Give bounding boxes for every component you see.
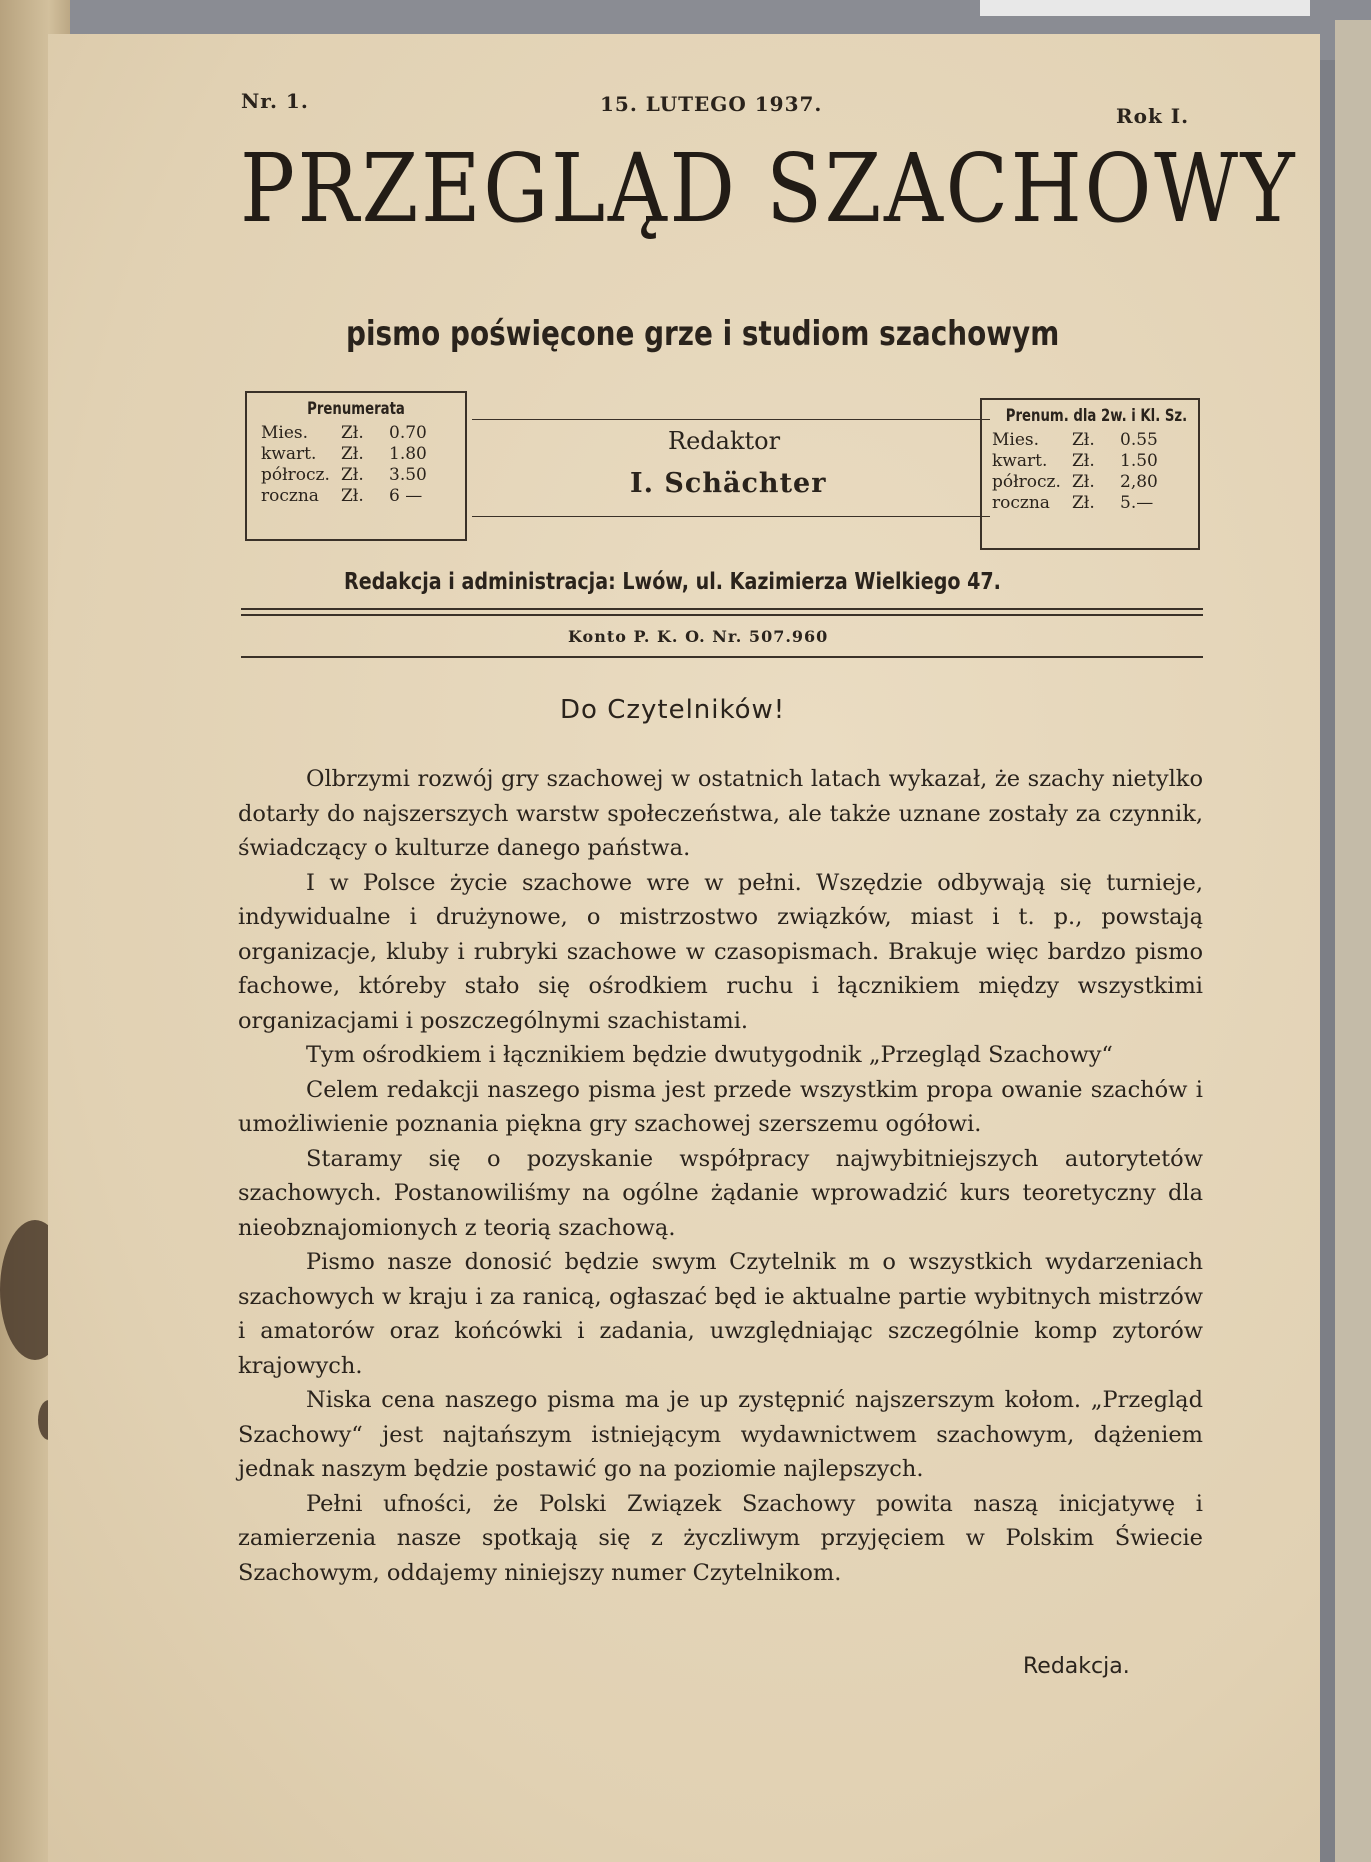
article-paragraph: Niska cena naszego pisma ma je up zystępnić najszerszym kołom. „Przegląd Szachowy“ jest najtańszym istniejącym wydawnictwem szachowym, dążeniem jednak naszym będzie postawić go na poziomie najlepszych. [238, 1387, 1203, 1482]
issue-number: Nr. 1. [241, 89, 309, 113]
subscription-box-left [245, 391, 467, 541]
magazine-page [48, 34, 1320, 1862]
masthead-title: PRZEGLĄD SZACHOWY [240, 134, 1298, 244]
price-row: półrocz. Zł. 3.50 [261, 465, 427, 485]
divider-line [241, 614, 1203, 616]
background-paper-sheet [980, 0, 1310, 16]
price-row: roczna Zł. 6 — [261, 486, 423, 506]
masthead-subtitle: pismo poświęcone grze i studiom szachowym [346, 314, 1060, 354]
issue-year: Rok I. [1116, 104, 1190, 128]
price-table [261, 423, 465, 507]
editorial-address: Redakcja i administracja: Lwów, ul. Kazimierza Wielkiego 47. [344, 569, 1001, 595]
divider-line [241, 656, 1203, 658]
article-body [238, 762, 1203, 1590]
divider-line [472, 419, 990, 420]
article-paragraph: Pełni ufności, że Polski Związek Szachowy powita naszą inicjatywę i zamierzenia nasze spotkają się z życzliwym przyjęciem w Polskim Świecie Szachowym, oddajemy niniejszy numer Czytelnikom. [238, 1490, 1203, 1586]
article-paragraph: Staramy się o pozyskanie współpracy najwybitniejszych autorytetów szachowych. Postanowiliśmy na ogólne żądanie wprowadzić kurs teoretyczny dla nieobznajomionych z teorią szachową. [238, 1145, 1203, 1241]
editor-name: I. Schächter [630, 468, 827, 499]
article-paragraph: Tym ośrodkiem i łącznikiem będzie dwutygodnik „Przegląd Szachowy“ [306, 1042, 1113, 1068]
subscription-title: Prenumerata [307, 399, 405, 419]
article-signature: Redakcja. [1023, 1654, 1130, 1679]
article-paragraph: Celem redakcji naszego pisma jest przede wszystkim propa owanie szachów i umożliwienie poznania piękna gry szachowej szerszemu ogółowi. [238, 1076, 1203, 1137]
price-row: Mies. Zł. 0.55 [992, 430, 1158, 450]
article-heading: Do Czytelników! [560, 695, 786, 725]
bank-account: Konto P. K. O. Nr. 507.960 [568, 627, 829, 646]
price-row: kwart. Zł. 1.50 [992, 451, 1158, 471]
price-row: roczna Zł. 5.— [992, 493, 1154, 513]
subscription-title: Prenum. dla 2w. i Kl. Sz. [1005, 406, 1188, 426]
subscription-box-right [980, 398, 1200, 550]
divider-line [241, 608, 1203, 610]
price-row: Mies. Zł. 0.70 [261, 423, 427, 443]
issue-date: 15. LUTEGO 1937. [600, 92, 823, 116]
background-next-page-edge [1335, 20, 1371, 1862]
price-table [992, 430, 1198, 514]
article-paragraph: I w Polsce życie szachowe wre w pełni. Wszędzie odbywają się turnieje, indywidualne i drużynowe, o mistrzostwo związków, miast i t. p., powstają organizacje, kluby i rubryki szachowe w czasopismach. Brakuje więc bardzo pismo fachowe, któreby stało się ośrodkiem ruchu i łącznikiem między wszystkimi organizacjami i poszczególnymi szachistami. [238, 869, 1203, 1034]
editor-label: Redaktor [668, 427, 781, 455]
price-row: kwart. Zł. 1.80 [261, 444, 427, 464]
divider-line [472, 516, 990, 517]
article-paragraph: Pismo nasze donosić będzie swym Czytelnik m o wszystkich wydarzeniach szachowych w kraju i za ranicą, ogłaszać będ ie aktualne partie wybitnych mistrzów i amatorów oraz końcówki i zadania, uwzględniając szczególnie komp zytorów krajowych. [238, 1249, 1203, 1379]
article-paragraph: Olbrzymi rozwój gry szachowej w ostatnich latach wykazał, że szachy nietylko dotarły do najszerszych warstw społeczeństwa, ale także uznane zostały za czynnik, świadczący o kulturze danego państwa. [238, 766, 1203, 861]
price-row: półrocz. Zł. 2,80 [992, 472, 1158, 492]
